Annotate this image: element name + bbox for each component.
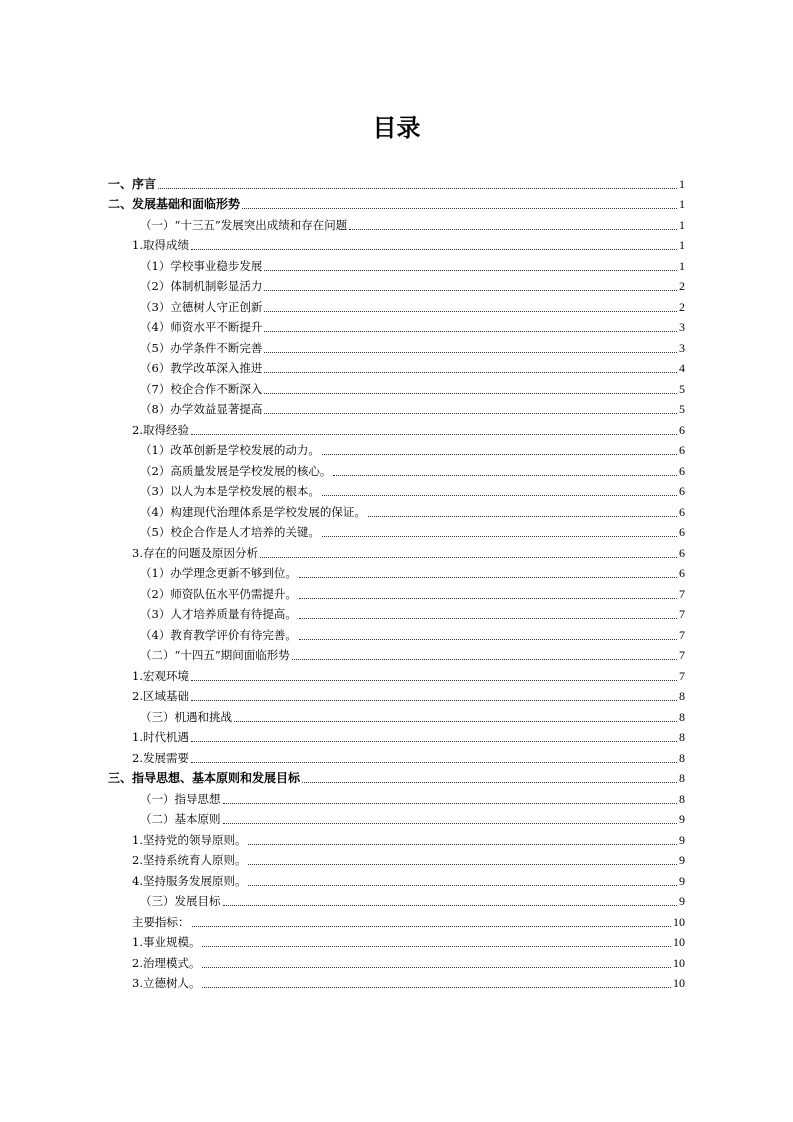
- toc-page-number: 1: [679, 217, 685, 232]
- toc-dot-leader: [368, 516, 677, 517]
- toc-entry-label: 1.宏观环境: [132, 668, 189, 683]
- toc-entry-label: 4.坚持服务发展原则。: [132, 873, 247, 888]
- toc-dot-leader: [349, 229, 677, 230]
- toc-entry[interactable]: [0, 315, 793, 336]
- toc-page-number: 6: [679, 504, 685, 519]
- toc-dot-leader: [192, 926, 672, 927]
- toc-dot-leader: [299, 577, 677, 578]
- toc-page-number: 7: [679, 627, 685, 642]
- toc-entry-label: 三、指导思想、基本原则和发展目标: [108, 771, 301, 785]
- toc-entry-label: 2.治理模式。: [132, 955, 201, 970]
- toc-page-number: 3: [679, 320, 685, 334]
- toc-page-number: 6: [679, 422, 685, 437]
- toc-entry[interactable]: [0, 171, 793, 192]
- toc-entry-label: （5）办学条件不断完善: [140, 340, 263, 355]
- toc-dot-leader: [322, 536, 677, 537]
- toc-entry[interactable]: [0, 950, 793, 971]
- toc-dot-leader: [191, 762, 677, 763]
- toc-dot-leader: [322, 454, 677, 455]
- toc-entry-label: 1.取得成绩: [132, 238, 189, 252]
- toc-entry[interactable]: [0, 643, 793, 664]
- toc-page-number: 9: [679, 853, 685, 867]
- toc-entry-label: （7）校企合作不断深入: [140, 381, 263, 396]
- toc-dot-leader: [264, 290, 677, 291]
- toc-page-number: 8: [679, 750, 685, 765]
- toc-page-number: 6: [679, 484, 685, 498]
- toc-entry-label: （一）指导思想: [140, 791, 221, 806]
- toc-page-number: 9: [679, 894, 685, 908]
- toc-entry[interactable]: [0, 622, 793, 643]
- toc-dot-leader: [202, 946, 671, 947]
- toc-entry-label: 2.坚持系统育人原则。: [132, 853, 247, 867]
- toc-entry[interactable]: [0, 294, 793, 315]
- toc-page-number: 10: [673, 935, 685, 949]
- toc-page-number: 8: [679, 771, 685, 785]
- toc-entry[interactable]: [0, 397, 793, 418]
- toc-page-number: 1: [679, 258, 685, 273]
- toc-entry-label: （3）以人为本是学校发展的根本。: [140, 484, 320, 498]
- toc-dot-leader: [191, 700, 677, 701]
- toc-dot-leader: [191, 249, 677, 250]
- toc-entry[interactable]: [0, 192, 793, 213]
- toc-entry[interactable]: [0, 561, 793, 582]
- toc-entry[interactable]: [0, 889, 793, 910]
- toc-entry[interactable]: [0, 274, 793, 295]
- toc-page-number: 7: [679, 648, 685, 662]
- toc-entry-label: （5）校企合作是人才培养的关键。: [140, 525, 320, 539]
- toc-entry[interactable]: [0, 827, 793, 848]
- toc-dot-leader: [234, 721, 677, 722]
- toc-dot-leader: [299, 639, 677, 640]
- toc-entry[interactable]: [0, 212, 793, 233]
- toc-page-number: 6: [679, 566, 685, 580]
- toc-entry-label: （1）学校事业稳步发展: [140, 258, 263, 273]
- toc-entry-label: 一、序言: [108, 176, 157, 191]
- toc-page-number: 8: [679, 730, 685, 744]
- toc-entry[interactable]: [0, 684, 793, 705]
- toc-dot-leader: [202, 987, 671, 988]
- toc-entry[interactable]: [0, 458, 793, 479]
- toc-entry-label: 1.坚持党的领导原则。: [132, 832, 247, 847]
- toc-dot-leader: [264, 311, 677, 312]
- toc-dot-leader: [299, 598, 677, 599]
- toc-entry[interactable]: [0, 376, 793, 397]
- toc-dot-leader: [242, 208, 677, 209]
- toc-dot-leader: [264, 270, 677, 271]
- toc-entry-label: （6）教学改革深入推进: [140, 361, 263, 375]
- toc-entry-label: 2.区域基础: [132, 689, 189, 703]
- toc-entry[interactable]: [0, 848, 793, 869]
- toc-entry[interactable]: [0, 499, 793, 520]
- toc-page-number: 8: [679, 709, 685, 724]
- toc-entry[interactable]: [0, 520, 793, 541]
- toc-page-number: 10: [673, 976, 685, 990]
- toc-entry-label: 3.立德树人。: [132, 976, 201, 990]
- toc-entry-label: 3.存在的问题及原因分析: [132, 545, 258, 560]
- toc-dot-leader: [202, 967, 671, 968]
- toc-page-number: 7: [679, 607, 685, 621]
- toc-page-number: 6: [679, 463, 685, 478]
- toc-entry[interactable]: [0, 479, 793, 500]
- toc-entry[interactable]: [0, 807, 793, 828]
- toc-entry-label: （三）发展目标: [140, 894, 221, 908]
- toc-page-number: 10: [673, 914, 685, 929]
- toc-entry[interactable]: [0, 581, 793, 602]
- toc-page-number: 2: [679, 279, 685, 293]
- toc-entry[interactable]: [0, 356, 793, 377]
- toc-dot-leader: [158, 188, 677, 189]
- toc-page-number: 6: [679, 525, 685, 539]
- toc-entry-label: （1）办学理念更新不够到位。: [140, 566, 297, 580]
- toc-entry[interactable]: [0, 540, 793, 561]
- toc-entry[interactable]: [0, 766, 793, 787]
- toc-entry-label: 二、发展基础和面临形势: [108, 197, 241, 211]
- toc-entry-label: 2.取得经验: [132, 422, 189, 437]
- toc-entry-label: 主要指标：: [132, 914, 190, 929]
- toc-page-number: 7: [679, 668, 685, 683]
- toc-dot-leader: [248, 844, 677, 845]
- toc-page-number: 5: [679, 381, 685, 396]
- toc-dot-leader: [191, 680, 677, 681]
- toc-dot-leader: [191, 434, 677, 435]
- toc-page-number: 1: [679, 176, 685, 191]
- toc-entry-label: （一）“十三五”发展突出成绩和存在问题: [140, 217, 348, 232]
- toc-dot-leader: [260, 557, 677, 558]
- toc-entry[interactable]: [0, 930, 793, 951]
- toc-page-number: 2: [679, 299, 685, 314]
- toc-page-number: 1: [679, 238, 685, 252]
- toc-title: 目录: [372, 114, 421, 142]
- toc-dot-leader: [248, 885, 677, 886]
- toc-page-number: 9: [679, 832, 685, 847]
- toc-page-number: 9: [679, 873, 685, 888]
- toc-dot-leader: [302, 782, 677, 783]
- toc-page-number: 8: [679, 689, 685, 703]
- toc-dot-leader: [333, 475, 677, 476]
- toc-entry[interactable]: [0, 725, 793, 746]
- toc-entry-label: （4）教育教学评价有待完善。: [140, 627, 297, 642]
- toc-page-number: 10: [673, 955, 685, 970]
- toc-page-number: 3: [679, 340, 685, 355]
- toc-entry-label: （4）构建现代治理体系是学校发展的保证。: [140, 504, 366, 519]
- toc-dot-leader: [264, 413, 677, 414]
- toc-dot-leader: [264, 352, 677, 353]
- toc-entry-label: （8）办学效益显著提高: [140, 402, 263, 416]
- toc-entry[interactable]: [0, 438, 793, 459]
- toc-page-number: 6: [679, 443, 685, 457]
- toc-dot-leader: [248, 864, 677, 865]
- toc-entry[interactable]: [0, 745, 793, 766]
- toc-dot-leader: [264, 372, 677, 373]
- toc-entry[interactable]: [0, 786, 793, 807]
- toc-entry[interactable]: [0, 335, 793, 356]
- toc-page-number: 1: [679, 197, 685, 211]
- toc-entry-label: 1.时代机遇: [132, 730, 189, 744]
- toc-entry-label: （3）立德树人守正创新: [140, 299, 263, 314]
- toc-entry[interactable]: [0, 253, 793, 274]
- toc-entry-label: （2）高质量发展是学校发展的核心。: [140, 463, 332, 478]
- toc-dot-leader: [299, 618, 677, 619]
- toc-dot-leader: [264, 331, 677, 332]
- toc-page-number: 4: [679, 361, 685, 375]
- toc-dot-leader: [191, 741, 677, 742]
- toc-entry[interactable]: [0, 417, 793, 438]
- table-of-contents: [0, 171, 793, 991]
- toc-entry-label: （1）改革创新是学校发展的动力。: [140, 443, 320, 457]
- toc-page-number: 7: [679, 586, 685, 601]
- toc-entry-label: （二）“十四五”期间面临形势: [140, 648, 290, 662]
- toc-dot-leader: [223, 905, 678, 906]
- toc-entry-label: 1.事业规模。: [132, 935, 201, 949]
- toc-entry-label: （2）体制机制彰显活力: [140, 279, 263, 293]
- toc-entry-label: 2.发展需要: [132, 750, 189, 765]
- toc-page-number: 9: [679, 812, 685, 826]
- toc-entry[interactable]: [0, 909, 793, 930]
- toc-dot-leader: [322, 495, 677, 496]
- toc-dot-leader: [292, 659, 677, 660]
- toc-entry[interactable]: [0, 602, 793, 623]
- toc-entry[interactable]: [0, 971, 793, 992]
- toc-entry[interactable]: [0, 663, 793, 684]
- toc-page-number: 8: [679, 791, 685, 806]
- toc-page-number: 6: [679, 545, 685, 560]
- toc-entry[interactable]: [0, 868, 793, 889]
- toc-entry-label: （4）师资水平不断提升: [140, 320, 263, 334]
- toc-entry-label: （3）人才培养质量有待提高。: [140, 607, 297, 621]
- toc-entry-label: （二）基本原则: [140, 812, 221, 826]
- toc-dot-leader: [264, 393, 677, 394]
- toc-entry[interactable]: [0, 233, 793, 254]
- toc-entry[interactable]: [0, 704, 793, 725]
- toc-dot-leader: [223, 823, 678, 824]
- toc-dot-leader: [223, 803, 678, 804]
- toc-entry-label: （2）师资队伍水平仍需提升。: [140, 586, 297, 601]
- toc-page-number: 5: [679, 402, 685, 416]
- toc-entry-label: （三）机遇和挑战: [140, 709, 232, 724]
